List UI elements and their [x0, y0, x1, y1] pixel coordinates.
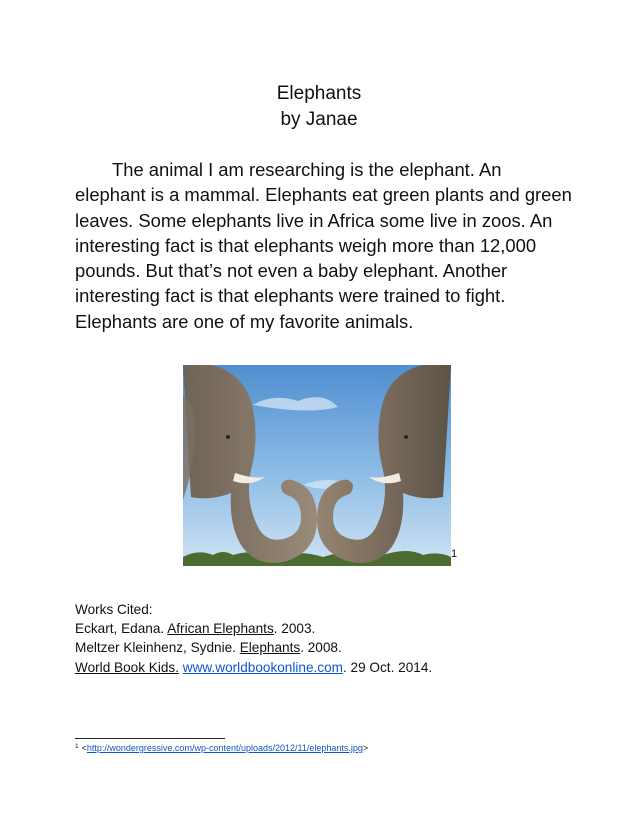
citation-year: . 2003.	[273, 621, 316, 637]
citation-3	[75, 658, 432, 677]
body-paragraph: The animal I am researching is the elephant. An elephant is a mammal. Elephants eat green plants and green leaves. Some elephants live in Africa some live in zoos. An interesting fact is that elephants weigh more than 12,000 pounds. But that’s not even a baby elephant. Another interesting fact is that elephants were trained to fight. Elephants are one of my favorite animals.	[75, 159, 572, 332]
citation-author: Eckart, Edana.	[75, 621, 168, 637]
footnote: $^1$ <http://wondergressive.com/wp-content/uploads/2012/11/elephants.jpg>	[75, 743, 369, 753]
citation-title: African Elephants	[167, 621, 274, 637]
document-author: by Janae	[280, 109, 358, 130]
document-title: Elephants	[276, 83, 362, 104]
citation-title: World Book Kids.	[75, 659, 180, 675]
footnote-marker: 1	[451, 548, 458, 560]
citation-author: Meltzer Kleinhenz, Sydnie.	[75, 640, 240, 656]
elephants-illustration	[183, 365, 451, 566]
elephants-photo	[183, 365, 451, 566]
citation-2	[75, 638, 432, 657]
works-cited	[75, 600, 432, 677]
footnote-link[interactable]: http://wondergressive.com/wp-content/uploads/2012/11/elephants.jpg	[86, 743, 363, 753]
citation-title: Elephants	[239, 640, 301, 656]
citation-1	[75, 619, 432, 638]
works-cited-heading: Works Cited:	[75, 602, 153, 617]
citation-year: . 2008.	[300, 640, 342, 656]
citation-link[interactable]: www.worldbookonline.com	[182, 659, 343, 675]
footnote-divider	[75, 738, 225, 739]
citation-date: . 29 Oct. 2014.	[342, 659, 433, 675]
footnote-number: 1	[75, 743, 79, 750]
